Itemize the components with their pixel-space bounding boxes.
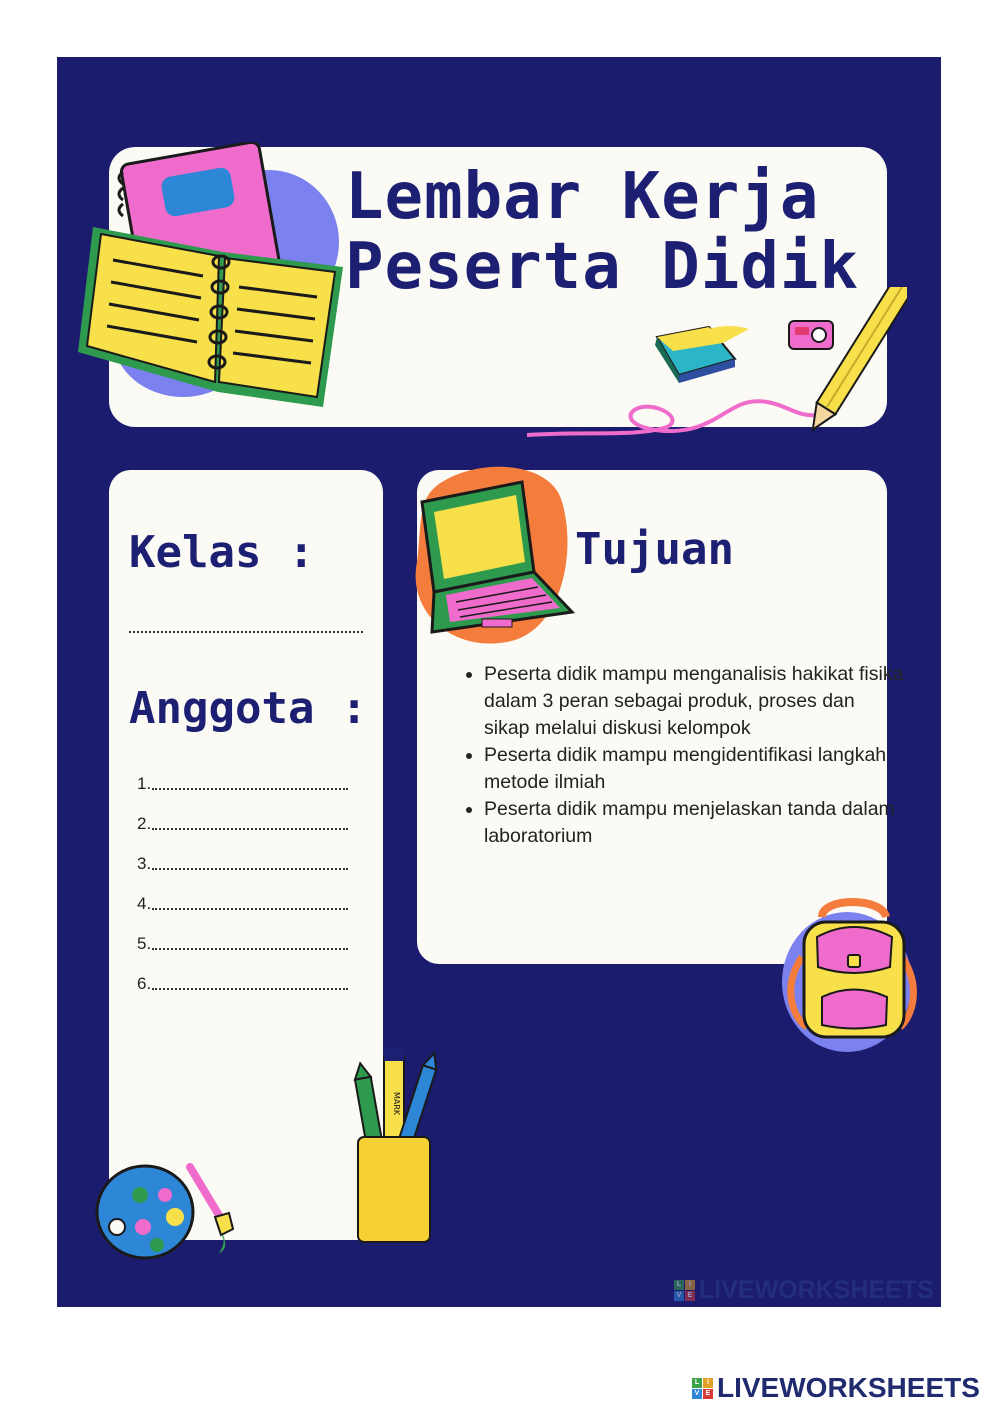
objectives-list xyxy=(460,661,904,850)
member-line[interactable] xyxy=(137,954,348,994)
paint-palette-icon xyxy=(95,1157,240,1267)
member-list xyxy=(137,754,348,994)
member-line[interactable] xyxy=(137,914,348,954)
member-number: 6. xyxy=(137,974,152,993)
anggota-label: Anggota : xyxy=(129,683,368,734)
member-number: 3. xyxy=(137,854,152,873)
page-title xyxy=(345,162,859,302)
member-number: 2. xyxy=(137,814,152,833)
liveworksheets-footer-logo[interactable] xyxy=(692,1372,980,1404)
kelas-label: Kelas : xyxy=(129,527,315,578)
pencil-icon xyxy=(527,287,907,457)
liveworksheets-watermark xyxy=(674,1276,934,1305)
notebook-icon xyxy=(73,142,363,412)
title-line-1: Lembar Kerja xyxy=(345,160,820,234)
member-line[interactable] xyxy=(137,794,348,834)
backpack-icon xyxy=(782,897,932,1057)
laptop-icon xyxy=(412,462,582,647)
pencil-cup-label: MARK xyxy=(392,1092,401,1116)
objective-item: • Peserta didik mampu menganalisis hakikat fisika dalam 3 peran sebagai produk, proses dan sikap melalui diskusi kelompok xyxy=(484,661,904,742)
member-number: 5. xyxy=(137,934,152,953)
objective-item: • Peserta didik mampu menjelaskan tanda dalam laboratorium xyxy=(484,796,904,850)
objective-item: • Peserta didik mampu mengidentifikasi langkah metode ilmiah xyxy=(484,742,904,796)
member-line[interactable] xyxy=(137,834,348,874)
member-line[interactable] xyxy=(137,754,348,794)
kelas-field[interactable] xyxy=(129,631,363,633)
member-number: 4. xyxy=(137,894,152,913)
liveworksheets-logo-icon: L I V E xyxy=(692,1378,713,1399)
watermark-text: LIVEWORKSHEETS xyxy=(699,1276,934,1304)
worksheet-page xyxy=(57,57,941,1307)
title-line-2: Peserta Didik xyxy=(345,230,859,304)
liveworksheets-logo-icon: L I V E xyxy=(674,1280,695,1301)
member-line[interactable] xyxy=(137,874,348,914)
pencil-cup-icon xyxy=(352,1047,442,1247)
member-number: 1. xyxy=(137,774,152,793)
footer-logo-text: LIVEWORKSHEETS xyxy=(717,1372,980,1403)
objectives-heading: Tujuan xyxy=(575,524,734,575)
